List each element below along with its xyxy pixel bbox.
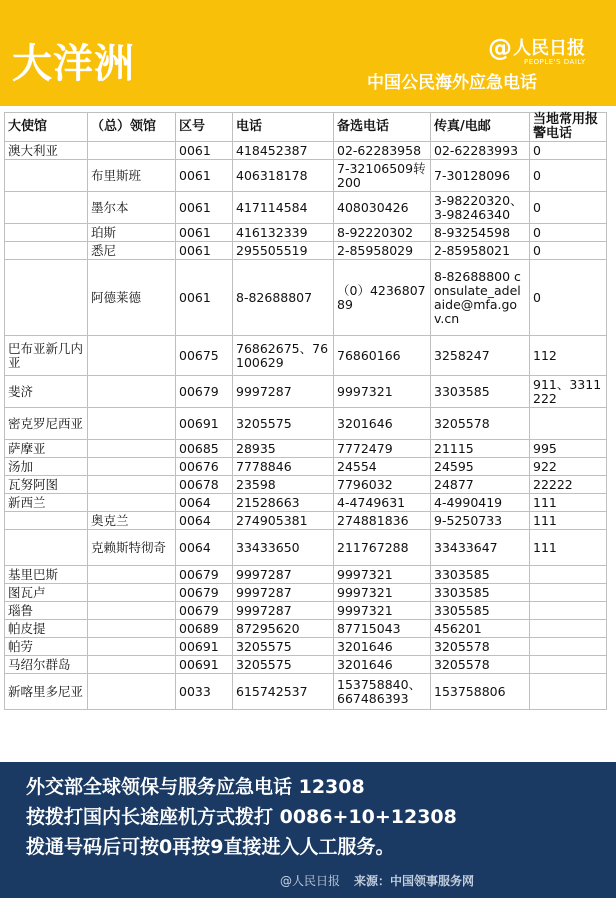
table-cell: 9-5250733 [431, 512, 530, 530]
table-cell [88, 376, 176, 408]
table-cell: 111 [530, 512, 607, 530]
column-header: 区号 [176, 113, 233, 142]
table-cell: 9997287 [233, 602, 334, 620]
table-row [5, 336, 607, 376]
table-cell: 24554 [334, 458, 431, 476]
table-cell: 00676 [176, 458, 233, 476]
table-cell: 9997287 [233, 566, 334, 584]
table-cell [530, 584, 607, 602]
table-cell: 9997321 [334, 376, 431, 408]
table-cell: 87715043 [334, 620, 431, 638]
table-cell [530, 620, 607, 638]
logo-subtext: PEOPLE'S DAILY [524, 58, 586, 66]
table-cell: 0 [530, 192, 607, 224]
table-cell: 456201 [431, 620, 530, 638]
table-cell: 8-82688800 consulate_adelaide@mfa.gov.cn [431, 260, 530, 336]
source-note: 来源：中国领事服务网 [354, 874, 475, 888]
contact-table-area [0, 106, 616, 762]
table-cell: 995 [530, 440, 607, 458]
table-cell: 408030426 [334, 192, 431, 224]
table-cell: 911、3311222 [530, 376, 607, 408]
table-cell: 28935 [233, 440, 334, 458]
table-cell: 3-98220320、3-98246340 [431, 192, 530, 224]
table-cell: 00691 [176, 408, 233, 440]
table-cell [530, 674, 607, 710]
table-cell: 0033 [176, 674, 233, 710]
table-cell [5, 530, 88, 566]
table-cell: 0 [530, 242, 607, 260]
table-cell [530, 638, 607, 656]
table-row [5, 638, 607, 656]
table-row [5, 224, 607, 242]
table-cell [88, 142, 176, 160]
table-cell: 瓦努阿图 [5, 476, 88, 494]
table-row [5, 242, 607, 260]
table-cell [88, 638, 176, 656]
table-cell: 0 [530, 260, 607, 336]
column-header: 大使馆 [5, 113, 88, 142]
table-cell: 112 [530, 336, 607, 376]
table-cell: 153758806 [431, 674, 530, 710]
table-cell: 295505519 [233, 242, 334, 260]
column-header: 传真/电邮 [431, 113, 530, 142]
table-cell [5, 224, 88, 242]
table-cell: 新喀里多尼亚 [5, 674, 88, 710]
table-cell: 3205578 [431, 656, 530, 674]
table-cell: 0061 [176, 192, 233, 224]
table-cell: 00685 [176, 440, 233, 458]
at-icon: @ [488, 34, 512, 62]
table-cell [5, 160, 88, 192]
table-row [5, 566, 607, 584]
hotline-line: 外交部全球领保与服务应急电话 12308 [26, 776, 365, 798]
table-cell [88, 408, 176, 440]
footer-panel [0, 762, 616, 898]
table-cell: 7772479 [334, 440, 431, 458]
table-cell: 7796032 [334, 476, 431, 494]
table-cell: 0064 [176, 530, 233, 566]
table-cell [88, 494, 176, 512]
table-cell: 02-62283958 [334, 142, 431, 160]
table-row [5, 376, 607, 408]
table-cell: 0 [530, 224, 607, 242]
table-cell: 23598 [233, 476, 334, 494]
table-row [5, 458, 607, 476]
table-cell: 0 [530, 160, 607, 192]
table-cell: 8-82688807 [233, 260, 334, 336]
table-cell: 0061 [176, 224, 233, 242]
table-cell: 9997321 [334, 602, 431, 620]
table-header-row [5, 113, 607, 142]
table-cell: 153758840、667486393 [334, 674, 431, 710]
table-cell: 萨摩亚 [5, 440, 88, 458]
table-cell: 02-62283993 [431, 142, 530, 160]
table-cell: 33433647 [431, 530, 530, 566]
table-row [5, 260, 607, 336]
table-cell [88, 440, 176, 458]
table-cell: 瑙鲁 [5, 602, 88, 620]
column-header: （总）领馆 [88, 113, 176, 142]
table-cell: 22222 [530, 476, 607, 494]
table-cell [88, 584, 176, 602]
table-cell: 阿德莱德 [88, 260, 176, 336]
table-cell: 00679 [176, 376, 233, 408]
table-cell: 00679 [176, 602, 233, 620]
table-cell: 406318178 [233, 160, 334, 192]
table-cell: 274905381 [233, 512, 334, 530]
table-cell [88, 458, 176, 476]
header-banner [0, 0, 616, 106]
table-cell: 3201646 [334, 408, 431, 440]
table-cell: 7-32106509转200 [334, 160, 431, 192]
table-cell: 418452387 [233, 142, 334, 160]
watermark [280, 872, 474, 889]
table-cell: 9997287 [233, 584, 334, 602]
table-cell [88, 336, 176, 376]
table-cell: 0 [530, 142, 607, 160]
table-cell: 0061 [176, 260, 233, 336]
table-cell: 9997287 [233, 376, 334, 408]
table-row [5, 620, 607, 638]
table-cell: 3205575 [233, 408, 334, 440]
table-cell: 111 [530, 494, 607, 512]
table-cell: 0064 [176, 494, 233, 512]
table-row [5, 602, 607, 620]
table-cell: 巴布亚新几内亚 [5, 336, 88, 376]
table-cell: 帕劳 [5, 638, 88, 656]
table-row [5, 584, 607, 602]
table-cell [88, 566, 176, 584]
table-cell: 00679 [176, 566, 233, 584]
table-cell: 33433650 [233, 530, 334, 566]
service-instruction-line: 拨通号码后可按0再按9直接进入人工服务。 [26, 836, 395, 858]
table-cell: 2-85958021 [431, 242, 530, 260]
table-row [5, 160, 607, 192]
table-cell: 4-4990419 [431, 494, 530, 512]
table-cell: 615742537 [233, 674, 334, 710]
table-cell: 帕皮提 [5, 620, 88, 638]
table-cell: 3201646 [334, 638, 431, 656]
table-cell: 24595 [431, 458, 530, 476]
table-cell: 00691 [176, 638, 233, 656]
page-subtitle: 中国公民海外应急电话 [367, 73, 537, 93]
table-row [5, 494, 607, 512]
table-cell: 21528663 [233, 494, 334, 512]
table-cell [530, 656, 607, 674]
table-cell [88, 620, 176, 638]
table-cell: 0061 [176, 242, 233, 260]
table-cell: 76860166 [334, 336, 431, 376]
column-header: 当地常用报警电话 [530, 113, 607, 142]
table-row [5, 530, 607, 566]
table-cell: 3305585 [431, 602, 530, 620]
table-cell: 211767288 [334, 530, 431, 566]
table-cell: 图瓦卢 [5, 584, 88, 602]
table-cell: 7-30128096 [431, 160, 530, 192]
table-cell: 3205578 [431, 408, 530, 440]
column-header: 备选电话 [334, 113, 431, 142]
table-cell [530, 602, 607, 620]
table-cell: 8-92220302 [334, 224, 431, 242]
table-cell [5, 192, 88, 224]
table-cell: 9997321 [334, 584, 431, 602]
table-cell: 墨尔本 [88, 192, 176, 224]
table-cell [530, 566, 607, 584]
table-cell: 4-4749631 [334, 494, 431, 512]
table-cell: 密克罗尼西亚 [5, 408, 88, 440]
table-cell: 9997321 [334, 566, 431, 584]
logo-brand: 人民日报 [513, 38, 585, 59]
table-cell [88, 602, 176, 620]
table-cell: 76862675、76100629 [233, 336, 334, 376]
table-row [5, 656, 607, 674]
table-cell: 0061 [176, 160, 233, 192]
peoples-daily-logo [488, 34, 586, 66]
table-cell: 274881836 [334, 512, 431, 530]
table-cell: 3205578 [431, 638, 530, 656]
table-cell: 00689 [176, 620, 233, 638]
emergency-contact-table [4, 112, 607, 710]
table-cell: 新西兰 [5, 494, 88, 512]
table-cell: 87295620 [233, 620, 334, 638]
table-cell: 111 [530, 530, 607, 566]
table-body [5, 142, 607, 710]
table-cell: 7778846 [233, 458, 334, 476]
table-cell: 0061 [176, 142, 233, 160]
table-cell: 24877 [431, 476, 530, 494]
table-cell [88, 674, 176, 710]
table-row [5, 512, 607, 530]
table-cell: 3205575 [233, 656, 334, 674]
table-cell [5, 512, 88, 530]
table-cell [5, 260, 88, 336]
watermark-account: @人民日报 [280, 874, 341, 888]
table-cell: 基里巴斯 [5, 566, 88, 584]
table-row [5, 440, 607, 458]
table-cell: 克赖斯特彻奇 [88, 530, 176, 566]
table-cell: 澳大利亚 [5, 142, 88, 160]
table-row [5, 192, 607, 224]
table-row [5, 408, 607, 440]
table-cell: 布里斯班 [88, 160, 176, 192]
table-cell: 8-93254598 [431, 224, 530, 242]
table-cell: 3303585 [431, 566, 530, 584]
region-title: 大洋洲 [12, 41, 135, 87]
table-cell: 3303585 [431, 584, 530, 602]
table-cell: 417114584 [233, 192, 334, 224]
table-cell: 0064 [176, 512, 233, 530]
column-header: 电话 [233, 113, 334, 142]
table-cell: 00678 [176, 476, 233, 494]
table-row [5, 142, 607, 160]
table-cell [88, 476, 176, 494]
table-cell: 悉尼 [88, 242, 176, 260]
table-cell: 21115 [431, 440, 530, 458]
table-cell: （0）423680789 [334, 260, 431, 336]
table-cell: 3205575 [233, 638, 334, 656]
table-cell: 3201646 [334, 656, 431, 674]
table-cell: 斐济 [5, 376, 88, 408]
table-cell: 珀斯 [88, 224, 176, 242]
table-cell [530, 408, 607, 440]
table-cell: 00679 [176, 584, 233, 602]
table-cell: 00675 [176, 336, 233, 376]
table-cell: 00691 [176, 656, 233, 674]
table-cell: 3303585 [431, 376, 530, 408]
table-cell: 3258247 [431, 336, 530, 376]
dial-instruction-line: 按拨打国内长途座机方式拨打 0086+10+12308 [26, 806, 457, 828]
table-cell: 2-85958029 [334, 242, 431, 260]
table-cell: 汤加 [5, 458, 88, 476]
table-cell: 马绍尔群岛 [5, 656, 88, 674]
table-cell: 奥克兰 [88, 512, 176, 530]
table-cell [88, 656, 176, 674]
table-cell: 922 [530, 458, 607, 476]
table-row [5, 674, 607, 710]
table-cell [5, 242, 88, 260]
table-cell: 416132339 [233, 224, 334, 242]
table-row [5, 476, 607, 494]
